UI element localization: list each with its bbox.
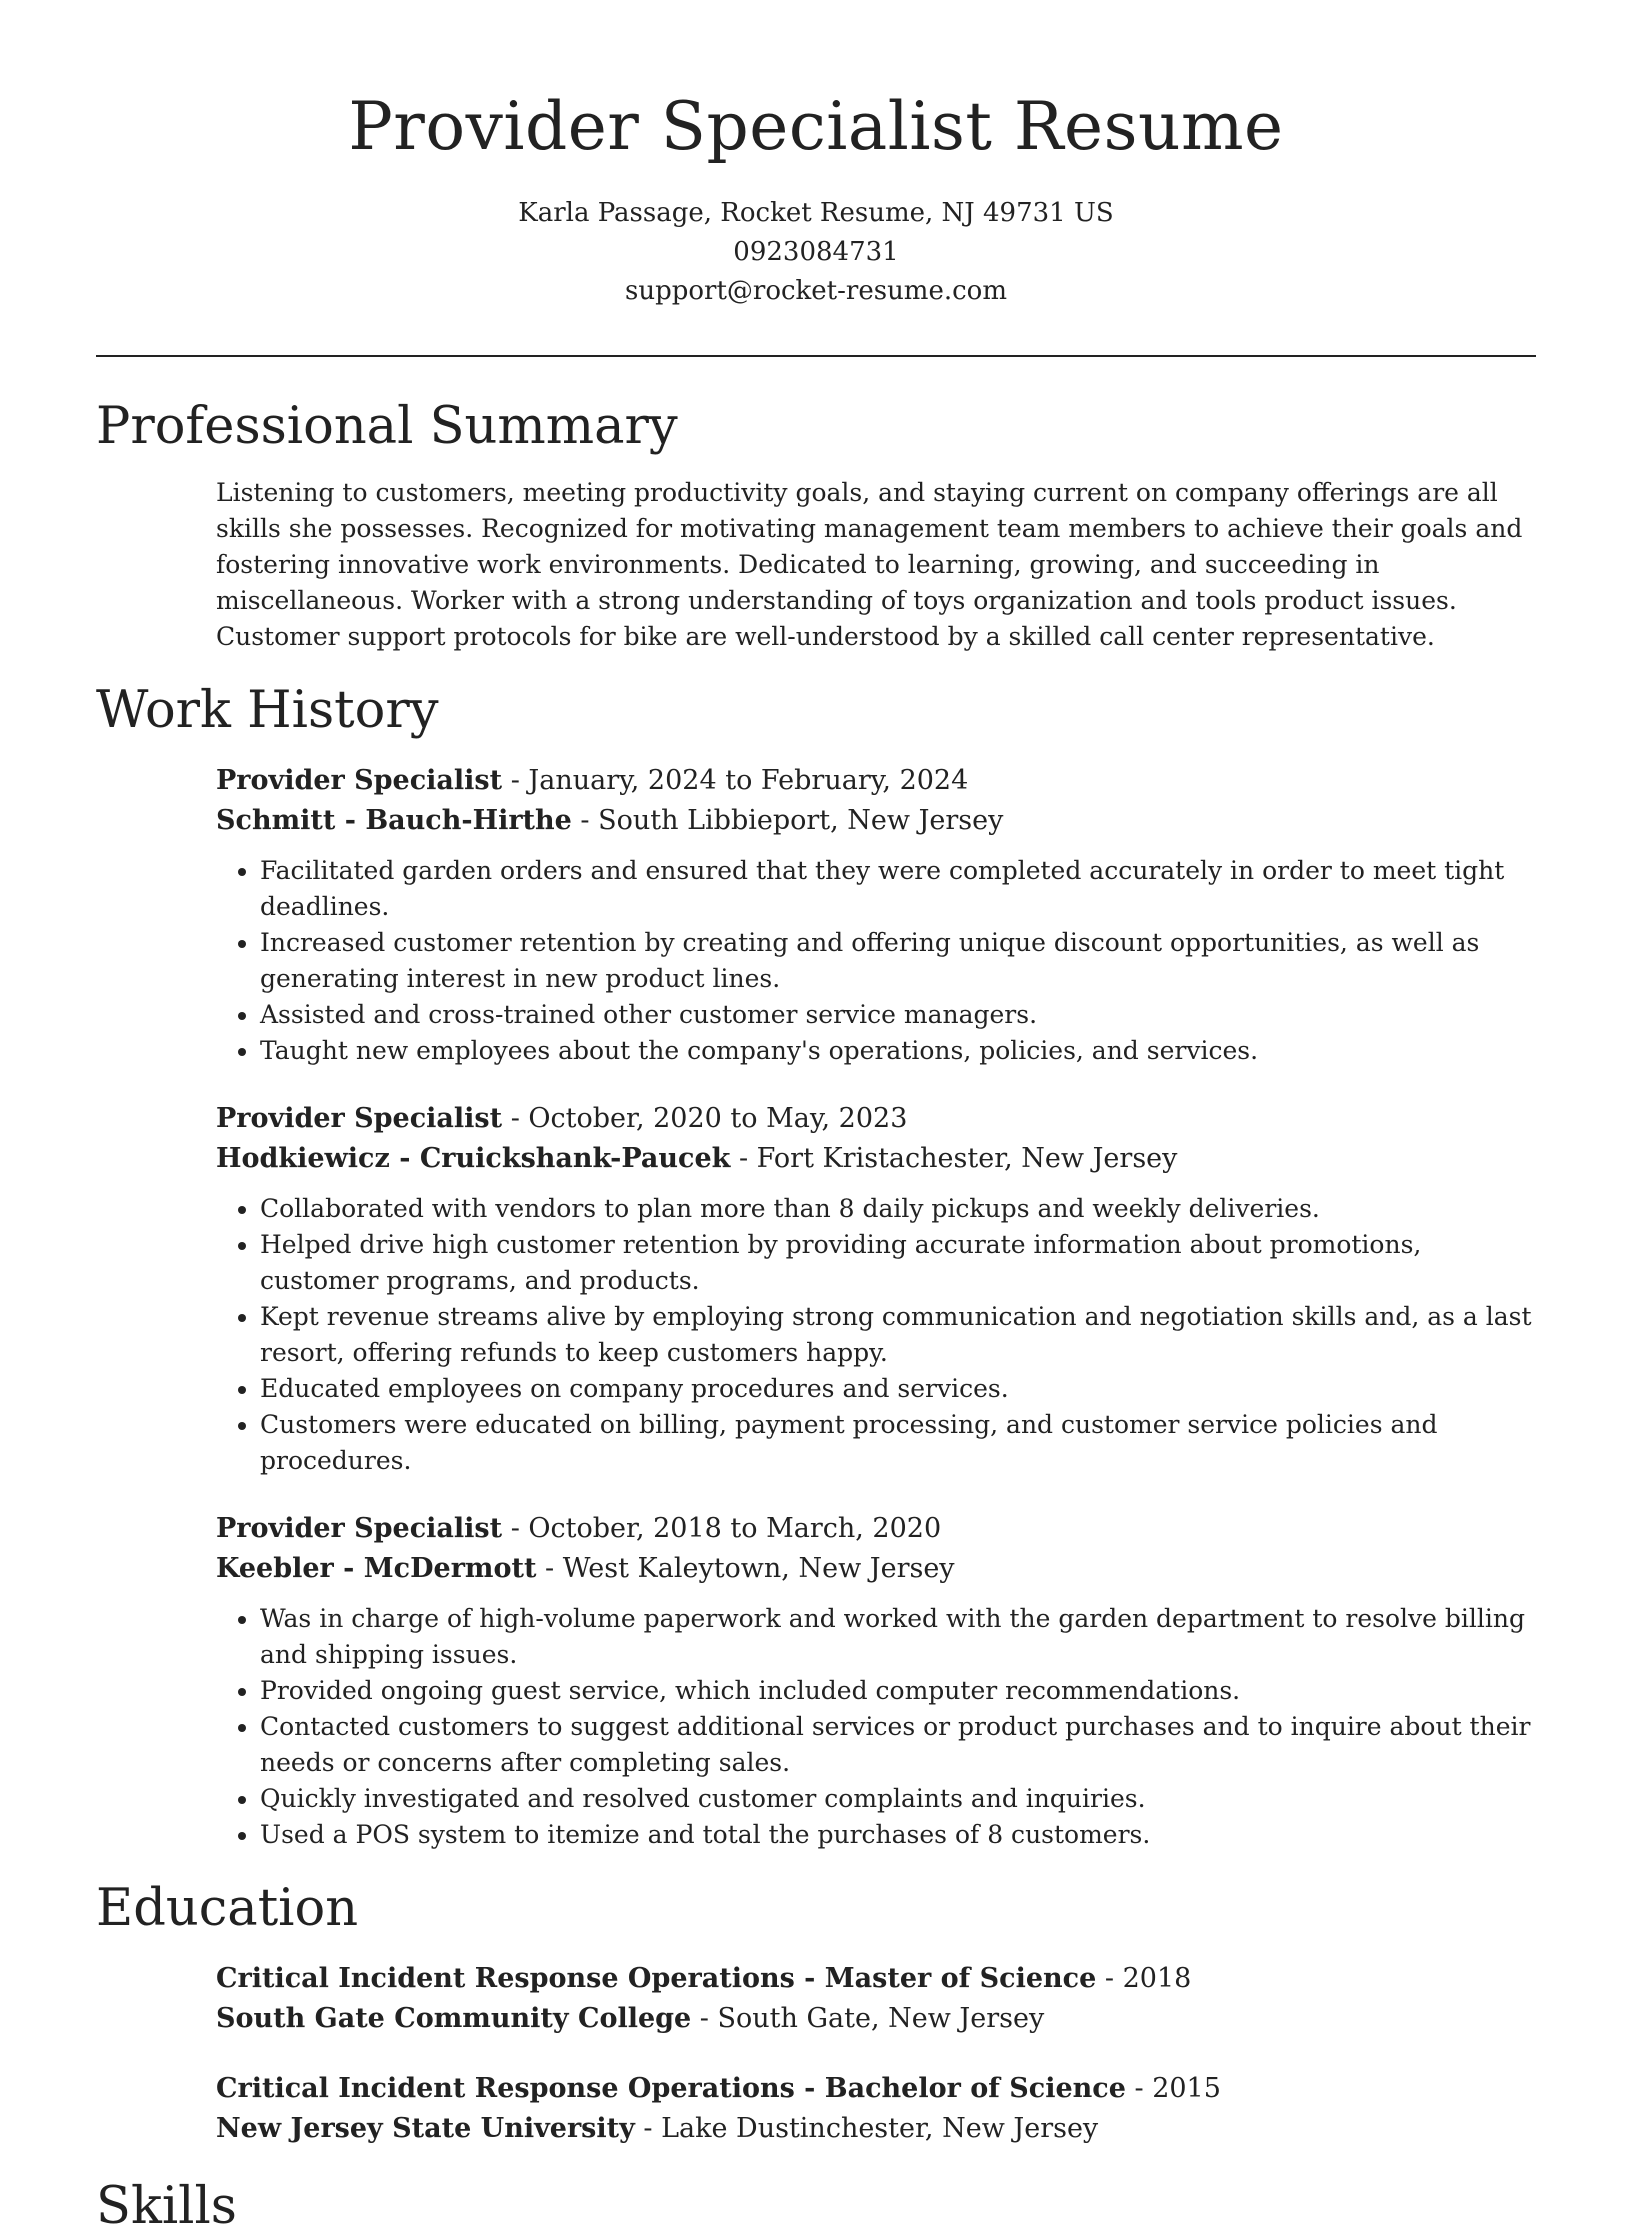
- job-dates: - January, 2024 to February, 2024: [502, 765, 969, 796]
- education-school: South Gate Community College: [216, 2003, 692, 2034]
- job-bullet: • Educated employees on company procedures and services.: [260, 1371, 1536, 1407]
- job-company: Schmitt - Bauch-Hirthe: [216, 805, 572, 836]
- education-entry: [216, 1959, 1536, 2039]
- job-title: Provider Specialist: [216, 1513, 503, 1544]
- job-entry: [216, 1509, 1536, 1853]
- education-school-line: [216, 2109, 1536, 2149]
- education-school-line: [216, 1999, 1536, 2039]
- job-company-line: [216, 801, 1536, 841]
- job-bullet: • Used a POS system to itemize and total the purchases of 8 customers.: [260, 1817, 1536, 1853]
- education-school: New Jersey State University: [216, 2113, 635, 2144]
- job-bullet: • Taught new employees about the company's operations, policies, and services.: [260, 1033, 1536, 1069]
- work-history: [216, 761, 1536, 1853]
- education-location: - South Gate, New Jersey: [691, 2003, 1045, 2034]
- job-location: - Fort Kristachester, New Jersey: [730, 1143, 1178, 1174]
- education-entry: [216, 2069, 1536, 2149]
- contact-phone: 0923084731: [733, 237, 899, 267]
- job-company-line: [216, 1549, 1536, 1589]
- job-bullet: • Assisted and cross-trained other customer service managers.: [260, 997, 1536, 1033]
- education-year: - 2015: [1125, 2073, 1221, 2104]
- job-bullet: • Helped drive high customer retention by providing accurate information about promotions, customer programs, and products.: [260, 1227, 1536, 1299]
- contact-address: Karla Passage, Rocket Resume, NJ 49731 US: [518, 198, 1114, 228]
- job-title-line: [216, 761, 1536, 801]
- job-title-line: [216, 1099, 1536, 1139]
- resume-header: [96, 0, 1536, 311]
- education-degree-line: [216, 1959, 1536, 1999]
- job-bullets: [216, 1191, 1536, 1479]
- page-title: Provider Specialist Resume: [348, 88, 1284, 165]
- job-entry: [216, 761, 1536, 1069]
- education-degree-line: [216, 2069, 1536, 2109]
- education-degree: Critical Incident Response Operations - Bachelor of Science: [216, 2073, 1126, 2104]
- job-title-line: [216, 1509, 1536, 1549]
- education-degree: Critical Incident Response Operations - Master of Science: [216, 1963, 1097, 1994]
- job-bullets: [216, 853, 1536, 1069]
- job-company: Keebler - McDermott: [216, 1553, 537, 1584]
- education-year: - 2018: [1096, 1963, 1192, 1994]
- education-list: [216, 1959, 1536, 2149]
- section-heading-work: Work History: [96, 681, 439, 740]
- job-bullet: • Was in charge of high-volume paperwork and worked with the garden department to resolve billing and shipping issues.: [260, 1601, 1536, 1673]
- job-bullet: • Customers were educated on billing, payment processing, and customer service policies and procedures.: [260, 1407, 1536, 1479]
- job-dates: - October, 2018 to March, 2020: [502, 1513, 942, 1544]
- job-bullet: • Increased customer retention by creating and offering unique discount opportunities, as well as generating interest in new product lines.: [260, 925, 1536, 997]
- job-company-line: [216, 1139, 1536, 1179]
- education-location: - Lake Dustinchester, New Jersey: [634, 2113, 1099, 2144]
- job-title: Provider Specialist: [216, 1103, 503, 1134]
- job-bullet: • Provided ongoing guest service, which included computer recommendations.: [260, 1673, 1536, 1709]
- job-bullet: • Kept revenue streams alive by employing strong communication and negotiation skills and, as a last resort, offering refunds to keep customers happy.: [260, 1299, 1536, 1371]
- job-entry: [216, 1099, 1536, 1479]
- section-heading-summary: Professional Summary: [96, 397, 678, 456]
- job-bullet: • Collaborated with vendors to plan more than 8 daily pickups and weekly deliveries.: [260, 1191, 1536, 1227]
- job-bullets: [216, 1601, 1536, 1853]
- contact-email: support@rocket-resume.com: [624, 276, 1007, 306]
- contact-info: [96, 194, 1536, 311]
- job-location: - West Kaleytown, New Jersey: [536, 1553, 955, 1584]
- job-company: Hodkiewicz - Cruickshank-Paucek: [216, 1143, 731, 1174]
- job-bullet: • Facilitated garden orders and ensured that they were completed accurately in order to meet tight deadlines.: [260, 853, 1536, 925]
- job-location: - South Libbieport, New Jersey: [571, 805, 1004, 836]
- job-dates: - October, 2020 to May, 2023: [502, 1103, 908, 1134]
- job-bullet: • Contacted customers to suggest additional services or product purchases and to inquire about their needs or concerns after completing sales.: [260, 1709, 1536, 1781]
- job-bullet: • Quickly investigated and resolved customer complaints and inquiries.: [260, 1781, 1536, 1817]
- summary-text: Listening to customers, meeting productivity goals, and staying current on company offerings are all skills she possesses. Recognized for motivating management team members to achieve their goals and fostering innovative work environments. Dedicated to learning, growing, and succeeding in miscellaneous. Worker with a strong understanding of toys organization and tools product issues. Customer support protocols for bike are well-understood by a skilled call center representative.: [216, 478, 1523, 651]
- job-title: Provider Specialist: [216, 765, 503, 796]
- section-heading-skills: Skills: [96, 2177, 237, 2236]
- section-heading-education: Education: [96, 1879, 359, 1938]
- header-divider: [96, 355, 1536, 357]
